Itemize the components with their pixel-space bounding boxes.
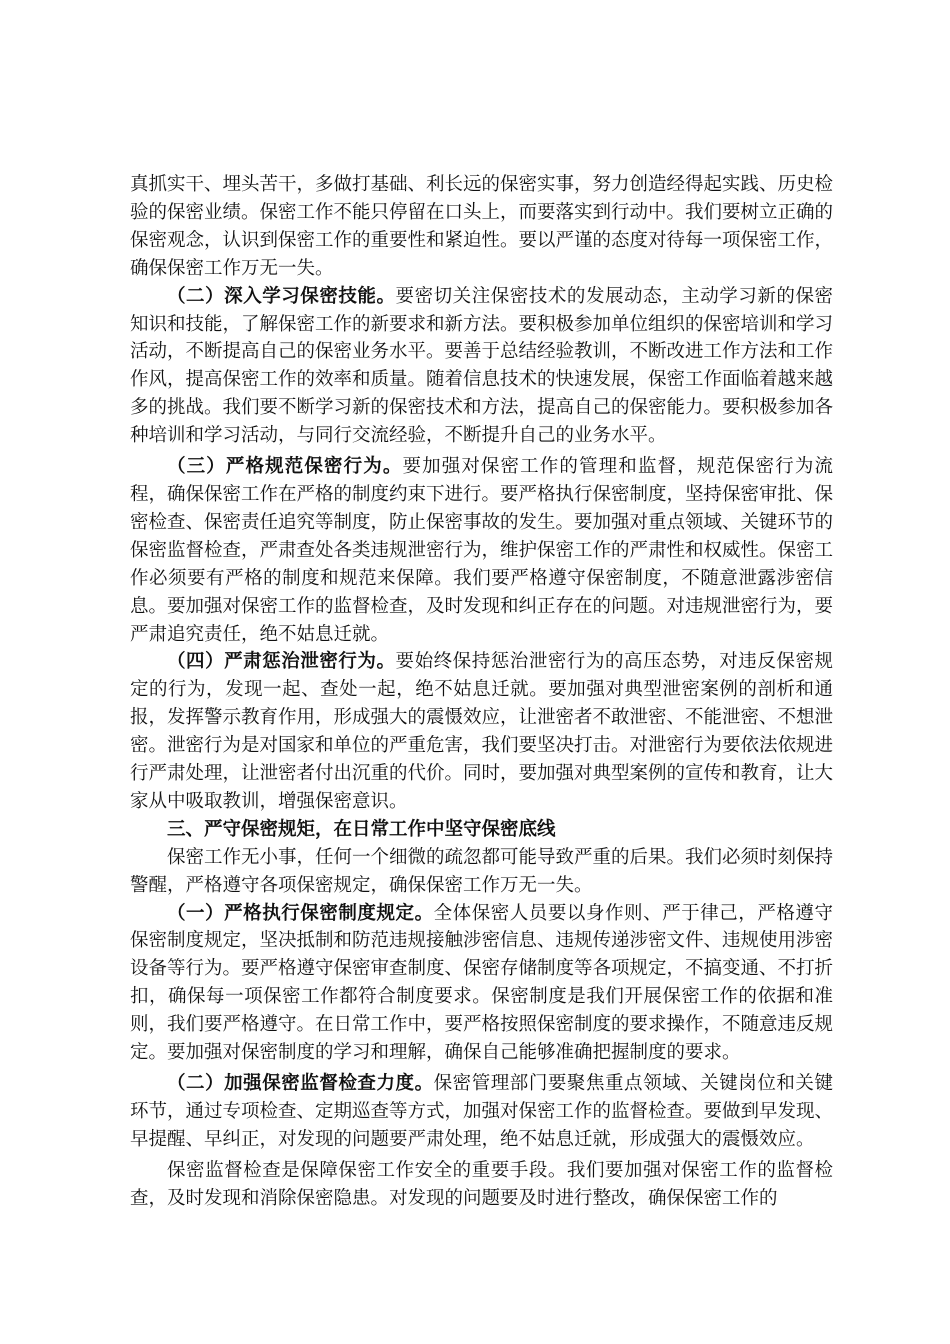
- section-heading-three: [130, 816, 833, 844]
- paragraph-continuation: [130, 171, 833, 283]
- paragraph-text: 保密监督检查是保障保密工作安全的重要手段。我们要加强对保密工作的监督检查，及时发现和消除保密隐患。对发现的问题要及时进行整改，确保保密工作的: [130, 1159, 833, 1209]
- section-heading: 三、严守保密规矩，在日常工作中坚守保密底线: [167, 818, 556, 840]
- paragraph-text: 保密工作无小事，任何一个细微的疏忽都可能导致严重的后果。我们必须时刻保持警醒，严格遵守各项保密规定，确保保密工作万无一失。: [130, 846, 834, 896]
- paragraph-heading: （二）深入学习保密技能。: [167, 285, 396, 307]
- paragraph-text: 要加强对保密工作的管理和监督，规范保密行为流程，确保保密工作在严格的制度约束下进行。要严格执行保密制度，坚持保密审批、保密检查、保密责任追究等制度，防止保密事故的发生。要加强对重点领域、关键环节的保密监督检查，严肃查处各类违规泄密行为，维护保密工作的严肃性和权威性。保密工作必须要有严格的制度和规范来保障。我们要严格遵守保密制度，不随意泄露涉密信息。要加强对保密工作的监督检查，及时发现和纠正存在的问题。对违规泄密行为，要严肃追究责任，绝不姑息迁就。: [130, 456, 834, 645]
- paragraph-text: 全体保密人员要以身作则、严于律己，严格遵守保密制度规定，坚决抵制和防范违规接触涉密信息、违规传递涉密文件、违规使用涉密设备等行为。要严格遵守保密审查制度、保密存储制度等各项规定，不搞变通、不打折扣，确保每一项保密工作都符合制度要求。保密制度是我们开展保密工作的依据和准则，我们要严格遵守。在日常工作中，要严格按照保密制度的要求操作，不随意违反规定。要加强对保密制度的学习和理解，确保自己能够准确把握制度的要求。: [130, 902, 834, 1064]
- document-page: [130, 171, 833, 1213]
- paragraph-standardize-behavior: [130, 453, 833, 648]
- paragraph-enforce-rules: [130, 900, 833, 1067]
- paragraph-supervision: [130, 1070, 833, 1154]
- paragraph-text: 真抓实干、埋头苦干，多做打基础、利长远的保密实事，努力创造经得起实践、历史检验的保密业绩。保密工作不能只停留在口头上，而要落实到行动中。我们要树立正确的保密观念，认识到保密工作的重要性和紧迫性。要以严谨的态度对待每一项保密工作，确保保密工作万无一失。: [130, 174, 834, 279]
- paragraph-text: 要始终保持惩治泄密行为的高压态势，对违反保密规定的行为，发现一起、查处一起，绝不姑息迁就。要加强对典型泄密案例的剖析和通报，发挥警示教育作用，形成强大的震慑效应，让泄密者不敢泄密、不能泄密、不想泄密。泄密行为是对国家和单位的严重危害，我们要坚决打击。对泄密行为要依法依规进行严肃处理，让泄密者付出沉重的代价。同时，要加强对典型案例的宣传和教育，让大家从中吸取教训，增强保密意识。: [130, 651, 834, 812]
- paragraph-text: 保密管理部门要聚焦重点领域、关键岗位和关键环节，通过专项检查、定期巡查等方式，加强对保密工作的监督检查。要做到早发现、早提醒、早纠正，对发现的问题要严肃处理，绝不姑息迁就，形成强大的震慑效应。: [130, 1073, 834, 1150]
- paragraph-study-skills: [130, 283, 833, 450]
- paragraph-heading: （三）严格规范保密行为。: [167, 456, 403, 478]
- paragraph-section-intro: [130, 844, 833, 900]
- paragraph-punish-leaks: [130, 648, 833, 815]
- paragraph-heading: （四）严肃惩治泄密行为。: [167, 651, 396, 673]
- paragraph-text: 要密切关注保密技术的发展动态，主动学习新的保密知识和技能，了解保密工作的新要求和新方法。要积极参加单位组织的保密培训和学习活动，不断提高自己的保密业务水平。要善于总结经验教训，不断改进工作方法和工作作风，提高保密工作的效率和质量。随着信息技术的快速发展，保密工作面临着越来越多的挑战。我们要不断学习新的保密技术和方法，提高自己的保密能力。要积极参加各种培训和学习活动，与同行交流经验，不断提升自己的业务水平。: [130, 285, 834, 447]
- paragraph-supervision-importance: [130, 1157, 833, 1213]
- paragraph-heading: （一）严格执行保密制度规定。: [167, 902, 434, 924]
- paragraph-heading: （二）加强保密监督检查力度。: [167, 1073, 434, 1094]
